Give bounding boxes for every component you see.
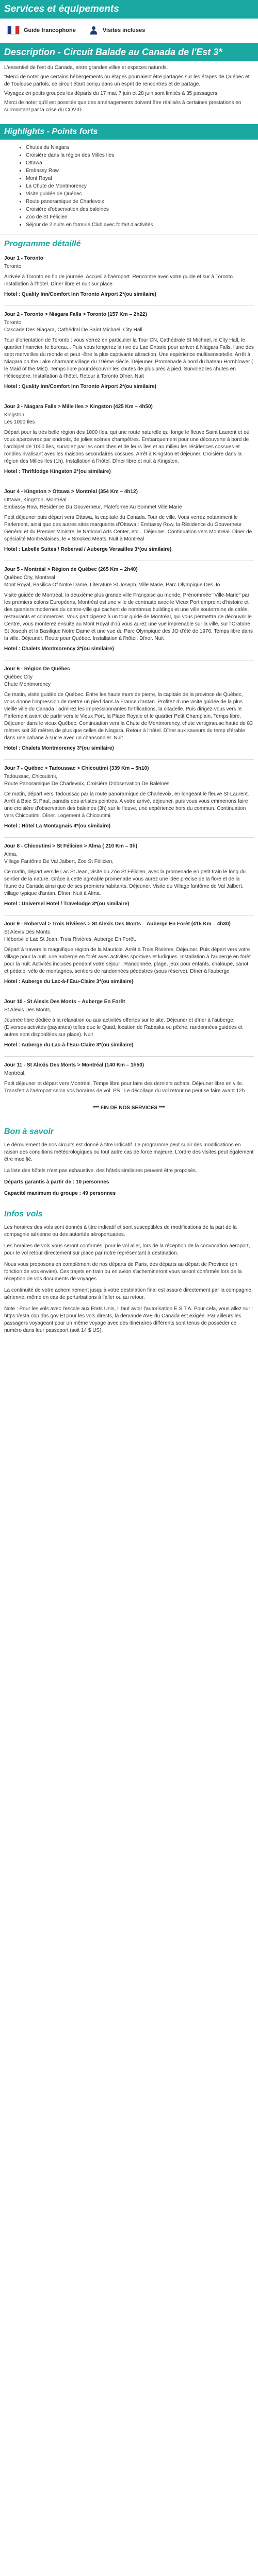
service-visits-label: Visites incluses [102, 27, 146, 33]
service-guide [7, 26, 76, 35]
description-paragraph: "Merci de noter que certains hébergements ou étapes pourraient être partagés sur les étapes de Québec et de Toulouse parfois, ce circuit étant conçu dans un esprit de rencontres et de partage. [4, 74, 250, 87]
day-body: Départ à travers le magnifique région de la Mauricie. Arrêt à Trois Rivières. Déjeuner. Puis départ vers votre village pour la nuit. une auberge en forêt avec activités sportives et ludiques. Installation à l'auberge en forêt pour la nuit. Activités incluses pendant votre séjour : Randonnée, plage, jeux pour enfants, chaloupe, canot et pédalo, vélo de montagnes, sentiers de randonnées pédestres (sous réserve). Dîner à l'auberge [4, 947, 251, 974]
infos-vols-paragraph: Les horaires de vols vous seront confirmés, pour le vol aller, lors de la réception de la convocation aéroport, pour le vol retour directement sur place par notre représentant à destination. [4, 1243, 250, 1256]
programme-day [0, 1059, 258, 1100]
description-title: Description - Circuit Balade au Canada de l'Est 3* [0, 43, 258, 61]
programme-day [0, 663, 258, 756]
day-hotel: Hotel : Quality Inn/Comfort Inn Toronto Airport 2*(ou similaire) [4, 384, 156, 389]
highlight-item: • Ottawa [26, 159, 258, 167]
day-body: Départ pour la très belle région des 1000 Iles, qui une route naturelle qui longe le fleuve Saint Laurent et où vous apercevrez par endroits, de jolies scènes champêtres. Embarquement pour une découverte à bord de l'archipel de 1000 îles, survolez par les corniches et de leurs îles et au milieu les résidences cossues et rondins rivalisant avec les maisons secondaires cossues. Arrêt à Kingston et déjeuner. Croisière dans la région des Milles Iles (1h). Installation à l'hôtel. Dîner libre et nuit à Kingston. [4, 430, 250, 464]
description-paragraph: L'essentiel de l'est du Canada, entre grandes villes et espaces naturels. [4, 65, 168, 71]
day-place: St Alexis Des Monts Hébertville Lac St Jean, Trois Rivières, Auberge En Forêt, [4, 929, 136, 942]
highlight-item: • Zoo de St Félicien [26, 213, 258, 221]
day-hotel: Hotel : Auberge du Lac-à-l'Eau-Claire 3*(ou similaire) [4, 979, 134, 985]
highlight-item: • Croisière d'observation des baleines [26, 206, 258, 213]
infos-vols-title: Infos vols [4, 1210, 43, 1218]
service-guide-label: Guide francophone [24, 27, 76, 33]
day-separator [4, 759, 254, 760]
bon-savoir-section [0, 1140, 258, 1204]
highlight-item: • Croisière dans la région des Milles Iles [26, 151, 258, 159]
day-body: Petit déjeuner puis départ vers Ottawa, la capitale du Canada. Tour de ville. Vous verrez notamment le Parlement, ainsi que des autres sites marquants d'Ottawa : Embassy Row, la Résidence du Gouverneur Général et du Premier Ministre, le National Arts Center, etc... Déjeuner. Continuation vers Montréal. Dîner de spécialité Montréalaises, le « Smoked Meats. Nuit à Montréal [4, 515, 252, 542]
day-body: Tour d'orientation de Toronto : vous verrez en particulier la Tour CN, Cathédrale St Michael, le City Hall, le quartier financier, le bureau... Puis vous longerez la rive du Lac Ontario pour arriver à Niagara Falls, l'une des sept merveilles du monde et peut -être la plus captivante attraction. Une expérience multisensorielle. Arrêt à Niagara on the Lake charmant village du 19ème siècle. Déjeuner. Promenade à bord du bateau Hornblower ( le Maid of the Mist). Temps libre pour découvrir les chutes de plus près à pied. Survolez les chutes en Hélicoptère. Installation à l'hôtel. Retour à Toronto Dîner. Nuit [4, 337, 254, 379]
day-body: Ce matin, départ vers le Lac St Jean, visite du Zoo St Félicien, avec la promenade en petit train le long du sentier de la nature. Grâce à cette agréable promenade vous aurez une idée précise de la flore et de la faune du Canada ainsi que de ses premiers habitants. Déjeuner. Visite du Village fantôme de Val Jalbert, village typique d'antan. Dîner. Nuit à Alma. [4, 869, 246, 896]
bon-savoir-paragraph: La liste des hôtels n'est pas exhaustive, des hôtels similaires peuvent être proposés. [4, 1168, 197, 1174]
infos-vols-section [0, 1222, 258, 1341]
day-date: Jour 7 - Québec > Tadoussac > Chicoutimi (339 Km – 5h10) [4, 766, 149, 771]
highlight-item: • Séjour de 2 nuits en formule Club avec forfait d'activités [26, 221, 258, 229]
programme-title: Programme détaillé [0, 234, 258, 252]
programme-day [0, 563, 258, 657]
infos-vols-paragraph: La continuité de votre acheminement jusqu'à votre destination final est assuré directement par la compagnie aérienne, même en cas de perturbations à l'aller ou au retour. [4, 1287, 251, 1300]
service-visits [89, 26, 145, 35]
day-place: Québec City Chute Montmorency [4, 674, 51, 687]
day-body: Visite guidée de Montréal, la deuxième plus grande ville Française au monde. Prénommée "Ville-Marie" par les premiers colons Européens, Montréal est une ville de contraste avec le Vieux Port empreint d'histoire et des quartiers modernes du centre-ville qui cachent de nombreux buildings et une ville souterraine de cafés, restaurants et commerces. Vous participerez à un tour guidé de Montréal, qui vous permettra de découvrir le Centre, vous monterez ensuite au Mont Royal d'où vous aurez une vue imprenable sur la ville, sur l'Oratoire St Joseph et la Basilique Notre Dame et une vue du Parc Olympique des JO d'été de 1976. Temps libre dans la ville. Déjeuner. Route pour Québec. Installation à l'hôtel. Dîner. Nuit [4, 592, 253, 641]
infos-vols-paragraph: Note : Pour les vols avec l'escale aux Etats Unis, il faut avoir l'autorisation E.S.T.A. Pour cela, vous allez sur : https://esta.cbp.dhs.gov Et pour les vols directs, la demande AVE du Canada est exigée. Par ailleurs les passagers voyageant pour un même voyage avec des itinéraires différents sont tenus de posséder ce numéro dans leur passeport (soit 14 $ US). [4, 1306, 253, 1333]
highlight-item: • Route panoramique de Charlevoix [26, 198, 258, 206]
programme-day [0, 762, 258, 834]
highlight-item: • Embassy Row [26, 167, 258, 175]
day-place: Montréal, [4, 1071, 26, 1076]
day-separator [4, 915, 254, 916]
highlights-title: Highlights - Points forts [0, 124, 258, 140]
infos-vols-paragraph: Nous vous proposons en complément de nos départs de Paris, des départs au départ de Province (en fonction de vos envies). Ces trajets en train ou en avion s'achemineront vous seront confirmés lors de la réception de vos documents de voyages. [4, 1262, 242, 1282]
day-body: Arrivée à Toronto en fin de journée. Accueil à l'aéroport. Rencontre avec votre guide et sur à Toronto. Installation à l'hôtel. Dîner libre et nuit sur place. [4, 274, 234, 287]
day-hotel: Hotel : Chalets Montmorency 3*(ou similaire) [4, 646, 114, 652]
day-date: Jour 10 - St Alexis Des Monts – Auberge En Forêt [4, 999, 125, 1005]
day-place: Québec City, Montreal Mont Royal, Basilica Of Notre Dame, Literature St Joseph, Ville Marie, Parc Olympique Des Jo [4, 575, 220, 588]
day-hotel: Hotel : Chalets Montmorency 3*(ou similaire) [4, 745, 114, 751]
description-paragraph: Merci de noter qu'il est possible que des aménagements doivent être réalisés à certaines prestations en surmontant par la crise du COVID. [4, 100, 241, 113]
programme-day [0, 485, 258, 557]
day-separator [4, 837, 254, 838]
bon-savoir-paragraph: Le déroulement de nos circuits est donné à titre indicatif. Le programme peut subir des modifications en raison des conditions météorologiques ou tout autre cas de force majeure. L'ordre des visites peut également être modifié. [4, 1142, 254, 1162]
day-place: Tadoussac, Chicoutimi, Route Panoramique De Charlevoix, Croisière D'observation De Baleines [4, 774, 170, 787]
day-body: Ce matin, visite guidée de Québec. Entre les hauts murs de pierre, la capitale de la province de Québec, vous donne l'impression de mettre un pied dans la France d'antan. Profitez d'une visite guidée de la plus vieille ville du Canada : admirez les impressionnantes fortifications, la citadelle. Puis dirigez-vous vers le Parlement avant de partir vers le Vieux Port, la Place Royale et le quartier Petit Champlain. Temps libre. Déjeuner dans le vieux Québec. Continuation vers la Chute de Montmorency, chute vertigineuse haute de 83 mètres soit 30 mètres de plus que celles de Niagara. Retour à l'hôtel. Dîner aux saveurs du temp d'érable dans une cabane à sucre avec un chansonnier. Nuit [4, 692, 253, 741]
day-place: St Alexis Des Monts, [4, 1007, 52, 1013]
day-hotel: Hotel : Labelle Suites / Roberval / Auberge Versailles 3*(ou similaire) [4, 547, 172, 552]
depart-garanti: Départs garantis à partir de : 10 personnes [4, 1179, 109, 1185]
day-date: Jour 5 - Montréal > Région de Québec (265 Km – 2h40) [4, 567, 138, 572]
day-date: Jour 6 - Région De Québec [4, 666, 70, 672]
day-hotel: Hotel : Auberge du Lac-à-l'Eau-Claire 3*(ou similaire) [4, 1042, 134, 1048]
day-place: Toronto [4, 264, 22, 269]
programme-day [0, 995, 258, 1053]
day-date: Jour 8 - Chicoutimi > St Félicien > Alma ( 210 Km – 3h) [4, 843, 138, 849]
highlight-item: • La Chute de Montmorency [26, 182, 258, 190]
day-hotel: Hotel : Universel Hotel / Travelodge 3*(ou similaire) [4, 901, 130, 907]
day-date: Jour 9 - Roberval > Trois Rivières > St Alexis Des Monts – Auberge En Forêt (415 Km – 4h30) [4, 921, 231, 927]
people-icon [89, 26, 99, 35]
services-title: Services et équipements [0, 0, 258, 19]
day-date: Jour 3 - Niagara Falls > Mille Iles > Kingston (425 Km – 4h50) [4, 404, 153, 410]
france-flag-icon [7, 26, 20, 35]
day-place: Ottawa, Kingston, Montréal Embassy Row, Résidence Du Gouverneur, Plateforme Au Sommet Ville Marie [4, 497, 182, 510]
capacite-max: Capacité maximum du groupe : 49 personnes [4, 1191, 116, 1196]
day-hotel: Hotel : Quality Inn/Comfort Inn Toronto Airport 2*(ou similaire) [4, 292, 156, 297]
programme-day [0, 918, 258, 990]
day-body: Petit déjeuner et départ vers Montréal. Temps libre pour faire des derniers achats. Déjeuner libre en ville. Transfert à l'aéroport selon vos horaires de vol. PS : Le décollage du vol retour ne peut se faire avant 12h. [4, 1081, 247, 1094]
day-hotel: Hotel : Hôtel La Montagnais 4*(ou similaire) [4, 823, 111, 829]
day-place: Kingston Les 1000 Iles [4, 412, 35, 425]
programme-day [0, 400, 258, 480]
day-hotel: Hotel : Thriftlodge Kingston 2*(ou similaire) [4, 469, 111, 474]
programme-day [0, 308, 258, 395]
day-date: Jour 2 - Toronto > Niagara Falls > Toronto (157 Km – 2h22) [4, 312, 147, 317]
services-list [0, 19, 258, 43]
day-place: Toronto Cascade Des Niagara, Cathédral De Saint Michael, City Hall [4, 320, 142, 333]
programme-days [0, 252, 258, 1100]
highlight-item: • Chutes du Niagara [26, 144, 258, 151]
highlight-item: • Mont Royal [26, 175, 258, 182]
description-section [0, 61, 258, 120]
day-separator [4, 1056, 254, 1057]
infos-vols-paragraph: Les horaires des vols sont donnés à titre indicatif et sont susceptibles de modifications de la part de la compagnie aérienne ou des autorités aéroportuaires. [4, 1225, 237, 1238]
description-paragraph: Voyagez en petits groupes les départs du 17 mai, 7 juin et 28 juin sont limités à 35 passagers. [4, 91, 219, 96]
programme-day [0, 840, 258, 912]
day-date: Jour 4 - Kingston > Ottawa > Montréal (354 Km – 4h12) [4, 489, 138, 495]
day-place: Alma, Village Fantôme De Val Jalbert, Zoo St Félicien, [4, 852, 114, 865]
day-body: Journée libre dédiée à la relaxation ou aux activités offertes sur le site. Déjeuner et dîner à l'auberge. (Diverses activités (payantes) telles que le Quad, location de Rabaska ou pêche, randonnées guidées et autres sont disponibles sur place). Nuit [4, 1018, 243, 1038]
highlights-list [0, 144, 258, 229]
day-body: Ce matin, départ vers Tadoussac par la route panoramique de Charlevoix, en longeant le fleuve St-Laurent. Arrêt à Baie St Paul, paradis des artistes peintres. A votre arrivé, déjeuner, puis vous vous emmenons faire une croisière d'observation des baleines (3h) sur le fleuve, une expérience hors du commun. Continuation vers Chicoutimi. Dîner. Logement à Chicoutimi. [4, 791, 249, 819]
day-date: Jour 1 - Toronto [4, 256, 43, 261]
programme-day [0, 252, 258, 302]
bon-savoir-title: Bon à savoir [4, 1127, 54, 1136]
programme-end: *** FIN DE NOS SERVICES *** [93, 1105, 165, 1111]
highlight-item: • Visite guidée de Québec [26, 190, 258, 198]
day-date: Jour 11 - St Alexis Des Monts > Montréal (140 Km – 1h50) [4, 1062, 144, 1068]
